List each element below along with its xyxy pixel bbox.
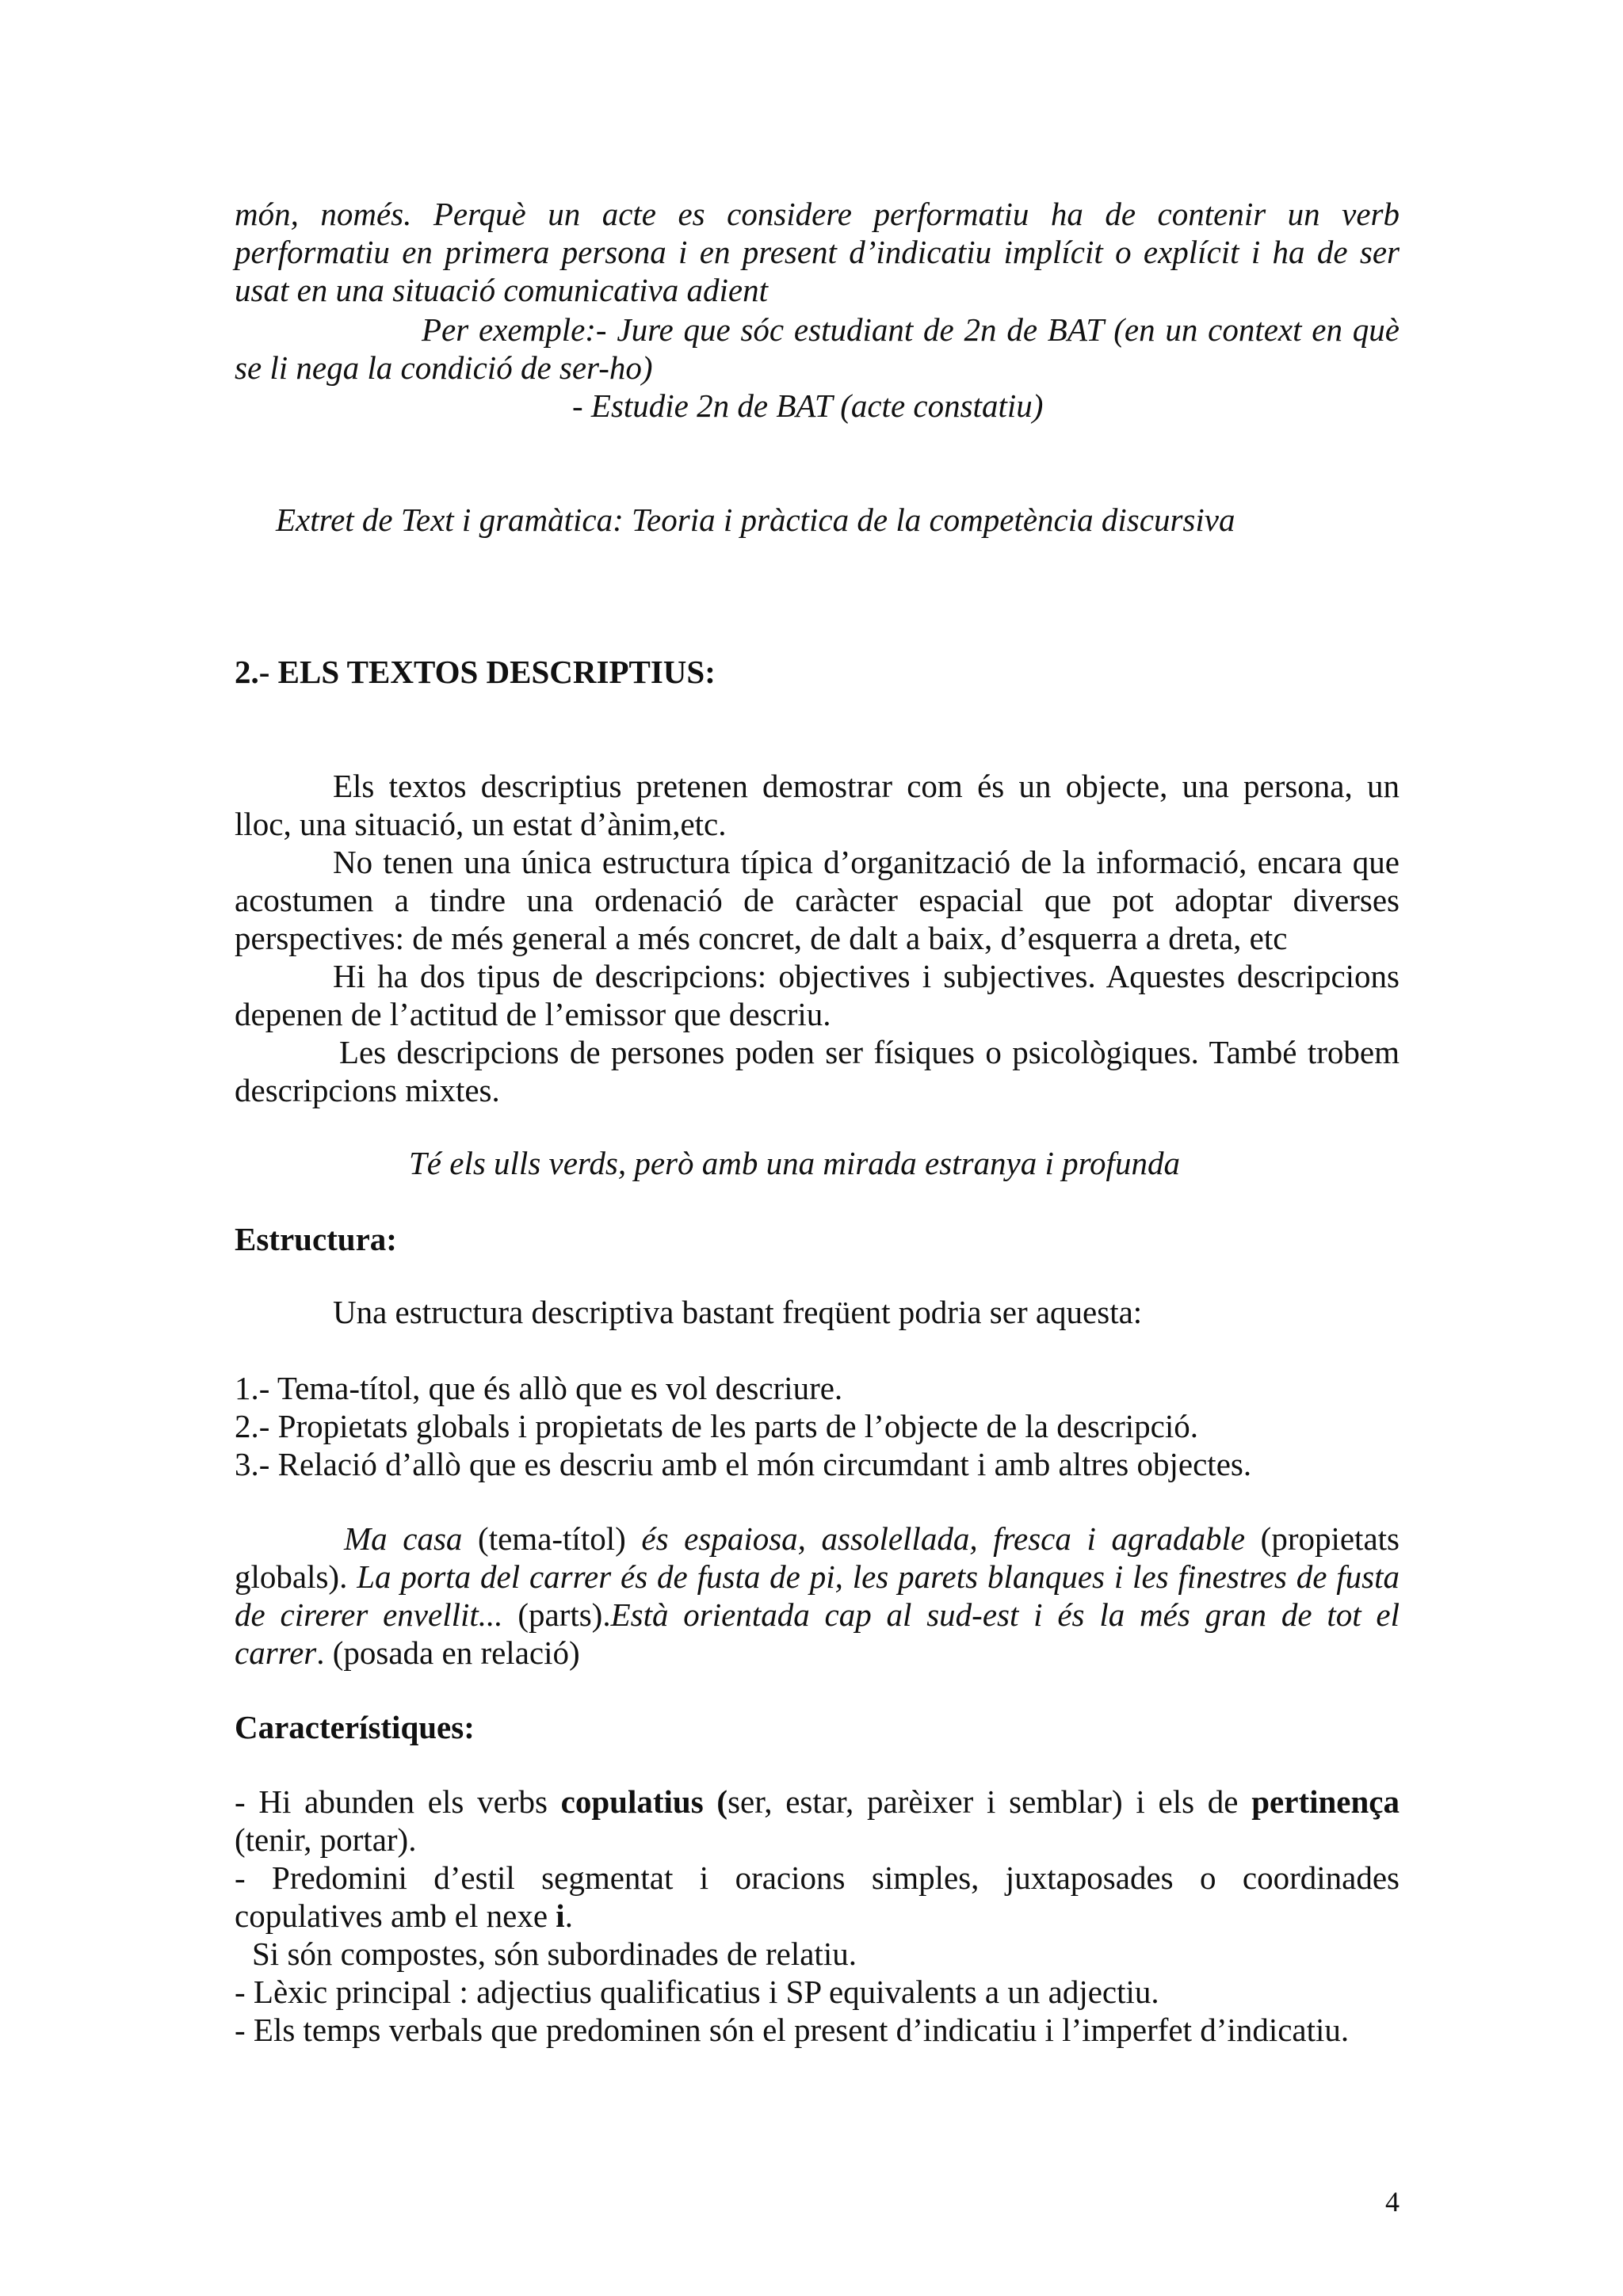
para2-line-2: acostumen a tindre una ordenació de caràcter espacial que pot adoptar diverses (235, 882, 1400, 918)
para4-line-2: descripcions mixtes. (235, 1072, 500, 1108)
intro-example-line: Per exemple:- Jure que sóc estudiant de 2n de BAT (en un context en què (422, 311, 1400, 348)
caracteristica-1-line-1 (235, 1783, 1400, 1821)
caracteristica-3: Si són compostes, són subordinades de relatiu. (252, 1936, 857, 1972)
caracteristica-1-line-2: (tenir, portar). (235, 1821, 417, 1858)
example-theme-label: (tema-títol) (462, 1520, 642, 1557)
example-parts: La porta del carrer és de fusta de pi, les parets blanques i les finestres de fusta (357, 1558, 1400, 1595)
para3-line-2: depenen de l’actitud de l’emissor que descriu. (235, 996, 831, 1032)
source-citation: Extret de Text i gramàtica: Teoria i pràctica de la competència discursiva (276, 502, 1235, 538)
intro-line-1: món, només. Perquè un acte es considere performatiu ha de contenir un verb (235, 196, 1400, 232)
para2-line-1: No tenen una única estructura típica d’organització de la informació, encara que (333, 844, 1400, 880)
caracteristica-2-line-2 (235, 1897, 1400, 1935)
example-globals-label: globals). (235, 1558, 357, 1595)
page-number: 4 (1385, 2186, 1400, 2218)
description-example: Té els ulls verds, però amb una mirada estranya i profunda (409, 1145, 1180, 1181)
para3-line-1: Hi ha dos tipus de descripcions: objectives i subjectives. Aquestes descripcions (333, 958, 1400, 994)
intro-line-2: performatiu en primera persona i en present d’indicatiu implícit o explícit i ha de ser (235, 234, 1400, 270)
c1-bold-pertinenca: pertinença (1251, 1783, 1400, 1820)
intro-example-line-2: - Estudie 2n de BAT (acte constatiu) (572, 387, 1044, 424)
caracteristica-5: - Els temps verbals que predominen són el present d’indicatiu i l’imperfet d’indicatiu. (235, 2012, 1350, 2048)
para4-line-1: Les descripcions de persones poden ser físiques o psicològiques. També trobem (339, 1034, 1400, 1070)
para1-line-1: Els textos descriptius pretenen demostrar com és un objecte, una persona, un (333, 768, 1400, 804)
caracteristica-2-line-1: - Predomini d’estil segmentat i oracions simples, juxtaposades o coordinades (235, 1859, 1400, 1896)
intro-line-5: se li nega la condició de ser-ho) (235, 349, 653, 386)
example-relation-end: carrer (235, 1634, 317, 1671)
c2-bold-nexe: i (556, 1897, 565, 1934)
example-relation-label: . (posada en relació) (316, 1634, 580, 1671)
caracteristiques-heading: Característiques: (235, 1709, 475, 1745)
c2-text-b: . (564, 1897, 573, 1934)
c1-bold-copulatius: copulatius ( (560, 1783, 728, 1820)
intro-line-3: usat en una situació comunicativa adient (235, 272, 768, 308)
estructura-intro: Una estructura descriptiva bastant freqüent podria ser aquesta: (333, 1294, 1143, 1330)
example-properties-label: (propietats (1245, 1520, 1400, 1557)
c2-text-a: copulatives amb el nexe (235, 1897, 556, 1934)
section-heading: 2.- ELS TEXTOS DESCRIPTIUS: (235, 654, 716, 690)
estructura-example-line-1 (344, 1520, 1400, 1558)
estructura-example-line-4 (235, 1634, 1400, 1672)
c1-text-a: - Hi abunden els verbs (235, 1783, 561, 1820)
para1-line-2: lloc, una situació, un estat d’ànim,etc. (235, 806, 727, 842)
example-parts-end: de cirerer envellit... (235, 1596, 503, 1633)
para2-line-3: perspectives: de més general a més concret, de dalt a baix, d’esquerra a dreta, etc (235, 920, 1288, 956)
estructura-item-2: 2.- Propietats globals i propietats de les parts de l’objecte de la descripció. (235, 1408, 1198, 1444)
estructura-heading: Estructura: (235, 1221, 397, 1257)
example-theme: Ma casa (344, 1520, 463, 1557)
example-relation: Està orientada cap al sud-est i és la més gran de tot el (610, 1596, 1400, 1633)
estructura-example-line-3 (235, 1596, 1400, 1634)
example-parts-label: (parts). (502, 1596, 611, 1633)
caracteristica-4: - Lèxic principal : adjectius qualificatius i SP equivalents a un adjectiu. (235, 1974, 1159, 2010)
c1-text-b: ser, estar, parèixer i semblar) i els de (727, 1783, 1252, 1820)
example-properties: és espaiosa, assolellada, fresca i agradable (641, 1520, 1246, 1557)
estructura-item-3: 3.- Relació d’allò que es descriu amb el món circumdant i amb altres objectes. (235, 1446, 1252, 1482)
estructura-example-line-2 (235, 1558, 1400, 1596)
estructura-item-1: 1.- Tema-títol, que és allò que es vol descriure. (235, 1370, 843, 1406)
